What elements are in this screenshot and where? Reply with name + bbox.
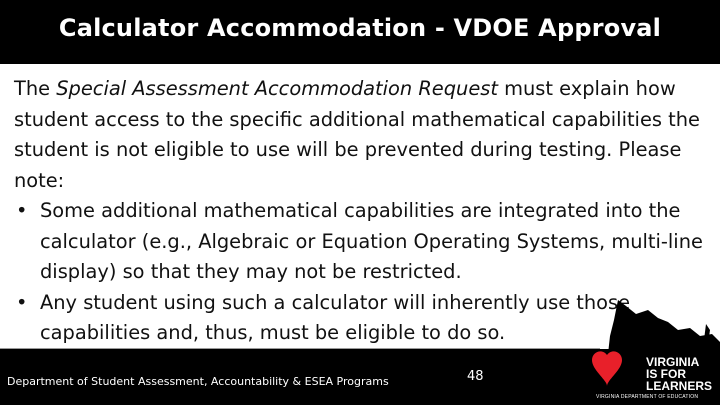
intro-paragraph [14,74,706,196]
form-name: Special Assessment Accommodation Request [56,77,498,100]
bullet-text: Any student using such a calculator will inherently use those capabilities and, thus, must be eligible to do so. [40,290,631,344]
list-item [14,196,706,288]
page-number: 48 [467,369,484,384]
virginia-logo [560,300,720,405]
bullet-text: Some additional mathematical capabilities are integrated into the calculator (e.g., Algebraic or Equation Operating Systems, multi-line display) so that they may not be restricted. [40,199,703,283]
intro-prefix: The [14,77,57,100]
logo-line-3: LEARNERS [646,379,713,393]
bullet-icon: • [16,290,28,314]
logo-line-2: IS FOR [646,367,687,381]
logo-line-1: VIRGINIA [646,355,700,369]
logo-wordmark [646,356,712,392]
logo-subtext: VIRGINIA DEPARTMENT OF EDUCATION [596,394,699,400]
title-bar [0,0,720,64]
slide-title: Calculator Accommodation - VDOE Approval [58,14,662,42]
bullet-icon: • [16,199,28,222]
department-name: Department of Student Assessment, Accountability & ESEA Programs [7,375,389,388]
intro-rest: must explain how student access to the specific additional mathematical capabilities the student is not eligible to use will be prevented during testing. Please note: [14,77,700,192]
